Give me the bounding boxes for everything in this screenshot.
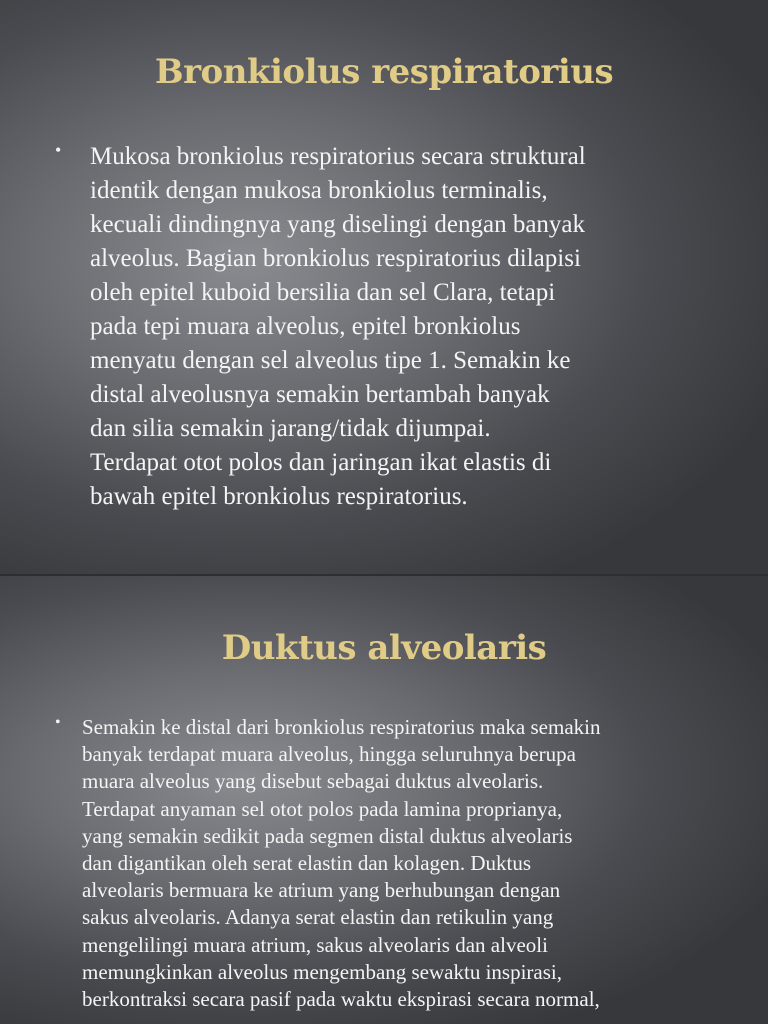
bullet-icon: • bbox=[55, 140, 62, 160]
text-line: mengelilingi muara atrium, sakus alveolaris dan alveoli bbox=[82, 932, 548, 957]
text-line: oleh epitel kuboid bersilia dan sel Clara, tetapi bbox=[90, 279, 556, 306]
text-line: Mukosa bronkiolus respiratorius secara struktural bbox=[90, 143, 586, 170]
text-line: distal alveolusnya semakin bertambah banyak bbox=[90, 381, 550, 408]
text-line: berkontraksi secara pasif pada waktu ekspirasi secara normal, bbox=[82, 987, 600, 1012]
text-line: Terdapat otot polos dan jaringan ikat elastis di bbox=[90, 449, 552, 476]
text-line: banyak terdapat muara alveolus, hingga seluruhnya berupa bbox=[82, 742, 576, 767]
text-line: Terdapat anyaman sel otot polos pada lamina proprianya, bbox=[82, 796, 563, 821]
text-line: pada tepi muara alveolus, epitel bronkiolus bbox=[90, 313, 521, 340]
text-line: alveolaris bermuara ke atrium yang berhubungan dengan bbox=[82, 878, 561, 903]
text-line: yang semakin sedikit pada segmen distal duktus alveolaris bbox=[82, 823, 573, 848]
slide-title: Duktus alveolaris bbox=[221, 628, 547, 668]
bullet-icon: • bbox=[55, 714, 61, 731]
text-line: kecuali dindingnya yang diselingi dengan banyak bbox=[90, 211, 586, 238]
bullet-paragraph bbox=[82, 714, 742, 1013]
slide-title: Bronkiolus respiratorius bbox=[154, 52, 614, 92]
text-line: muara alveolus yang disebut sebagai duktus alveolaris. bbox=[82, 769, 544, 794]
text-line: Semakin ke distal dari bronkiolus respiratorius maka semakin bbox=[82, 715, 601, 739]
text-line: menyatu dengan sel alveolus tipe 1. Semakin ke bbox=[90, 347, 571, 374]
text-line: sakus alveolaris. Adanya serat elastin dan retikulin yang bbox=[82, 905, 554, 930]
text-line: dan digantikan oleh serat elastin dan kolagen. Duktus bbox=[82, 851, 532, 876]
text-line: dan silia semakin jarang/tidak dijumpai. bbox=[90, 415, 491, 442]
text-line: bawah epitel bronkiolus respiratorius. bbox=[90, 483, 468, 510]
bullet-paragraph bbox=[90, 140, 730, 514]
text-line: alveolus. Bagian bronkiolus respiratorius dilapisi bbox=[90, 245, 581, 272]
slide-duktus-alveolaris bbox=[0, 576, 768, 1024]
text-line: identik dengan mukosa bronkiolus terminalis, bbox=[90, 177, 548, 204]
text-line: memungkinkan alveolus mengembang sewaktu inspirasi, bbox=[82, 959, 562, 984]
